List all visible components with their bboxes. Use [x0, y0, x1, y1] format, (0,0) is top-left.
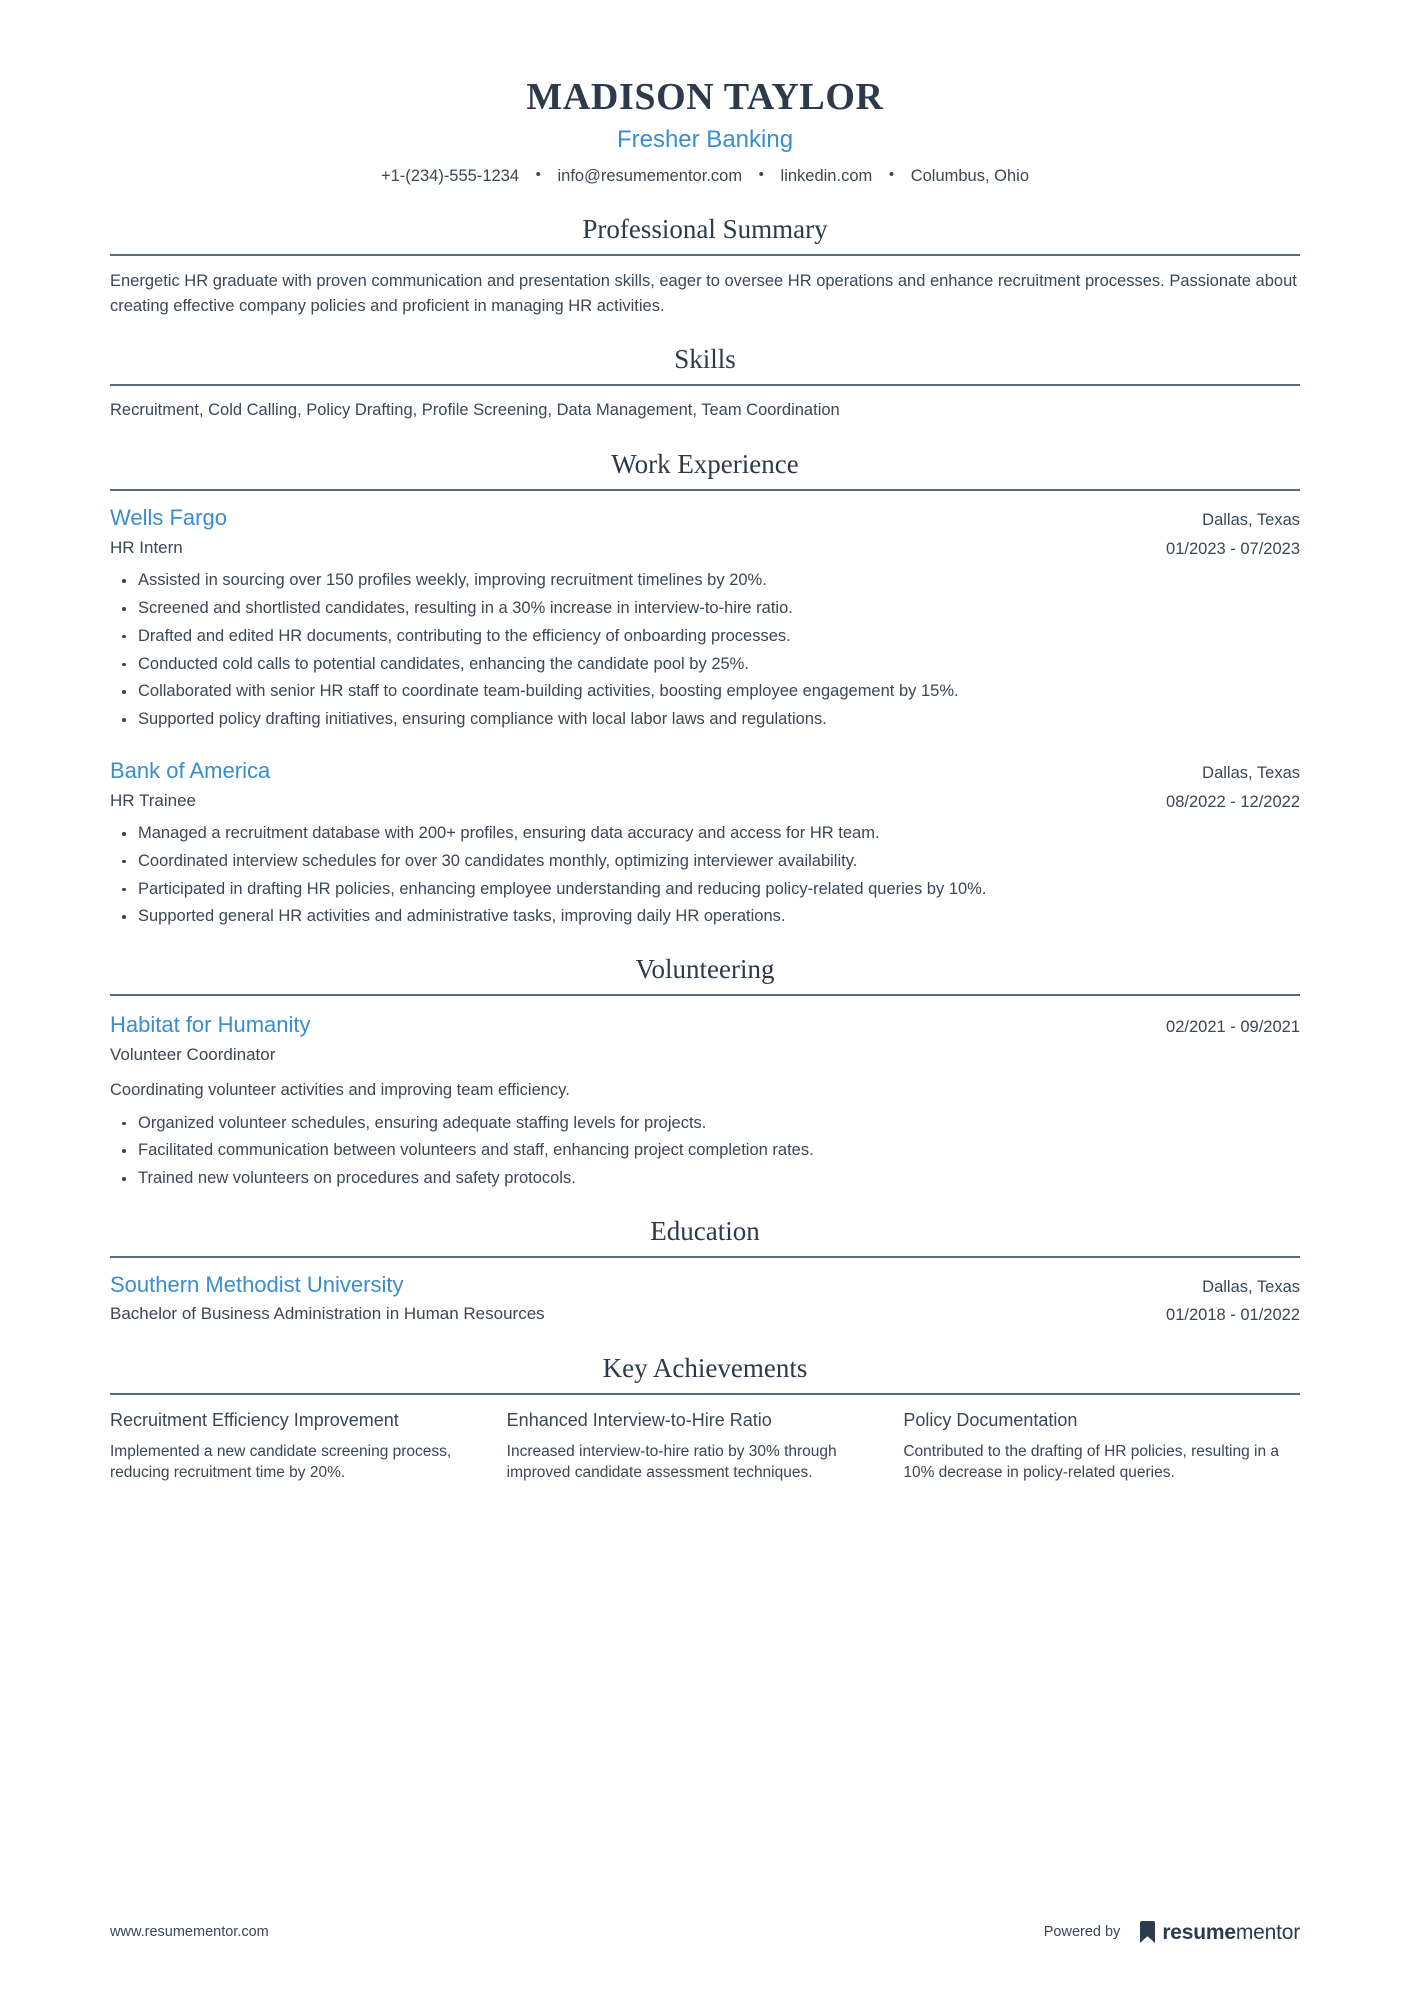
- section-divider: [110, 1256, 1300, 1258]
- education-degree: Bachelor of Business Administration in Human Resources: [110, 1304, 545, 1324]
- achievement-card: [903, 1409, 1300, 1484]
- achievement-text: Implemented a new candidate screening process, reducing recruitment time by 20%.: [110, 1443, 452, 1482]
- bullet-item: Collaborated with senior HR staff to coordinate team-building activities, boosting employee engagement by 15%.: [110, 681, 1300, 703]
- brand-name-primary: resume: [1162, 1920, 1236, 1944]
- candidate-name: MADISON TAYLOR: [526, 76, 884, 118]
- bullet-item: Organized volunteer schedules, ensuring adequate staffing levels for projects.: [110, 1113, 1300, 1135]
- section-work-experience: [110, 449, 1300, 928]
- bullet-item: Trained new volunteers on procedures and safety protocols.: [110, 1168, 1300, 1190]
- work-bullet-list: [110, 570, 1300, 731]
- section-title-volunteering: Volunteering: [635, 954, 775, 985]
- work-organization: Wells Fargo: [110, 505, 227, 531]
- summary-text: Energetic HR graduate with proven communication and presentation skills, eager to oversee HR operations and enhance recruitment processes. Passionate about creating effective company policies and proficient in managing HR activities.: [110, 271, 1297, 315]
- section-title-education: Education: [650, 1215, 760, 1246]
- candidate-job-title: Fresher Banking: [616, 125, 794, 153]
- footer-website-url[interactable]: www.resumementor.com: [110, 1924, 269, 1940]
- section-volunteering: [110, 954, 1300, 1190]
- volunteering-role: Volunteer Coordinator: [110, 1044, 276, 1064]
- skills-list: Recruitment, Cold Calling, Policy Drafting, Profile Screening, Data Management, Team Coordination: [110, 401, 840, 420]
- section-divider: [110, 994, 1300, 996]
- work-role: HR Trainee: [110, 790, 196, 810]
- contact-phone[interactable]: +1-(234)-555-1234: [380, 167, 520, 186]
- bullet-item: Screened and shortlisted candidates, resulting in a 30% increase in interview-to-hire ratio.: [110, 598, 1300, 620]
- section-key-achievements: [110, 1353, 1300, 1484]
- contact-email[interactable]: info@resumementor.com: [557, 167, 743, 186]
- achievement-title: Policy Documentation: [903, 1409, 1078, 1430]
- section-professional-summary: [110, 214, 1300, 319]
- contact-separator-icon: •: [888, 166, 895, 184]
- work-entry: [110, 757, 1300, 928]
- achievement-card: [110, 1409, 507, 1484]
- section-skills: [110, 344, 1300, 423]
- volunteering-dates: 02/2021 - 09/2021: [1166, 1018, 1300, 1037]
- education-entry: [110, 1271, 1300, 1327]
- volunteering-entry: [110, 1009, 1300, 1190]
- volunteering-organization: Habitat for Humanity: [110, 1012, 311, 1038]
- bullet-item: Supported policy drafting initiatives, ensuring compliance with local labor laws and regulations.: [110, 709, 1300, 731]
- contact-separator-icon: •: [758, 166, 764, 184]
- bullet-item: Drafted and edited HR documents, contributing to the efficiency of onboarding processes.: [110, 626, 1300, 648]
- section-divider: [110, 384, 1300, 386]
- achievement-text: Increased interview-to-hire ratio by 30% through improved candidate assessment techniques.: [506, 1443, 837, 1482]
- contact-location: Columbus, Ohio: [910, 167, 1030, 186]
- bullet-item: Conducted cold calls to potential candidates, enhancing the candidate pool by 25%.: [110, 654, 1300, 676]
- bullet-item: Managed a recruitment database with 200+ profiles, ensuring data accuracy and access for HR team.: [110, 823, 1300, 845]
- achievement-text: Contributed to the drafting of HR policies, resulting in a 10% decrease in policy-related queries.: [903, 1443, 1279, 1482]
- work-organization: Bank of America: [110, 758, 271, 783]
- work-location: Dallas, Texas: [1202, 764, 1300, 782]
- resume-header: [110, 0, 1300, 188]
- section-title-summary: Professional Summary: [582, 213, 828, 244]
- education-location: Dallas, Texas: [1202, 1277, 1300, 1296]
- work-dates: 08/2022 - 12/2022: [1166, 792, 1300, 811]
- work-dates: 01/2023 - 07/2023: [1166, 539, 1300, 558]
- bullet-item: Assisted in sourcing over 150 profiles weekly, improving recruitment timelines by 20%.: [110, 570, 1300, 592]
- volunteering-bullet-list: [110, 1113, 1300, 1190]
- section-title-skills: Skills: [674, 344, 736, 375]
- education-dates: 01/2018 - 01/2022: [1166, 1306, 1300, 1325]
- achievement-title: Enhanced Interview-to-Hire Ratio: [506, 1409, 772, 1430]
- page-footer: [110, 1921, 1300, 1943]
- education-institution: Southern Methodist University: [110, 1271, 404, 1297]
- work-bullet-list: [110, 823, 1300, 928]
- section-title-key-achievements: Key Achievements: [602, 1352, 808, 1383]
- bullet-item: Coordinated interview schedules for over 30 candidates monthly, optimizing interviewer availability.: [110, 851, 1300, 873]
- achievement-card: [507, 1409, 904, 1484]
- bookmark-icon: [1138, 1921, 1155, 1943]
- bullet-item: Supported general HR activities and administrative tasks, improving daily HR operations.: [110, 906, 1300, 928]
- achievements-grid: [110, 1409, 1300, 1484]
- work-entry: [110, 504, 1300, 731]
- volunteering-description: Coordinating volunteer activities and improving team efficiency.: [110, 1080, 570, 1099]
- section-divider: [110, 254, 1300, 256]
- section-divider: [110, 489, 1300, 491]
- achievement-title: Recruitment Efficiency Improvement: [110, 1409, 399, 1430]
- work-location: Dallas, Texas: [1202, 511, 1300, 530]
- work-role: HR Intern: [110, 537, 183, 557]
- resumementor-logo: [1138, 1921, 1300, 1943]
- bullet-item: Facilitated communication between volunteers and staff, enhancing project completion rates.: [110, 1140, 1300, 1162]
- contact-line: [110, 165, 1300, 187]
- contact-linkedin[interactable]: linkedin.com: [780, 167, 873, 186]
- bullet-item: Participated in drafting HR policies, enhancing employee understanding and reducing policy-related queries by 10%.: [110, 879, 1300, 901]
- section-divider: [110, 1393, 1300, 1395]
- section-education: [110, 1216, 1300, 1327]
- contact-separator-icon: •: [535, 166, 541, 184]
- brand-name-secondary: mentor: [1235, 1920, 1300, 1944]
- powered-by-label: Powered by: [1043, 1924, 1121, 1940]
- section-title-work-experience: Work Experience: [611, 449, 799, 480]
